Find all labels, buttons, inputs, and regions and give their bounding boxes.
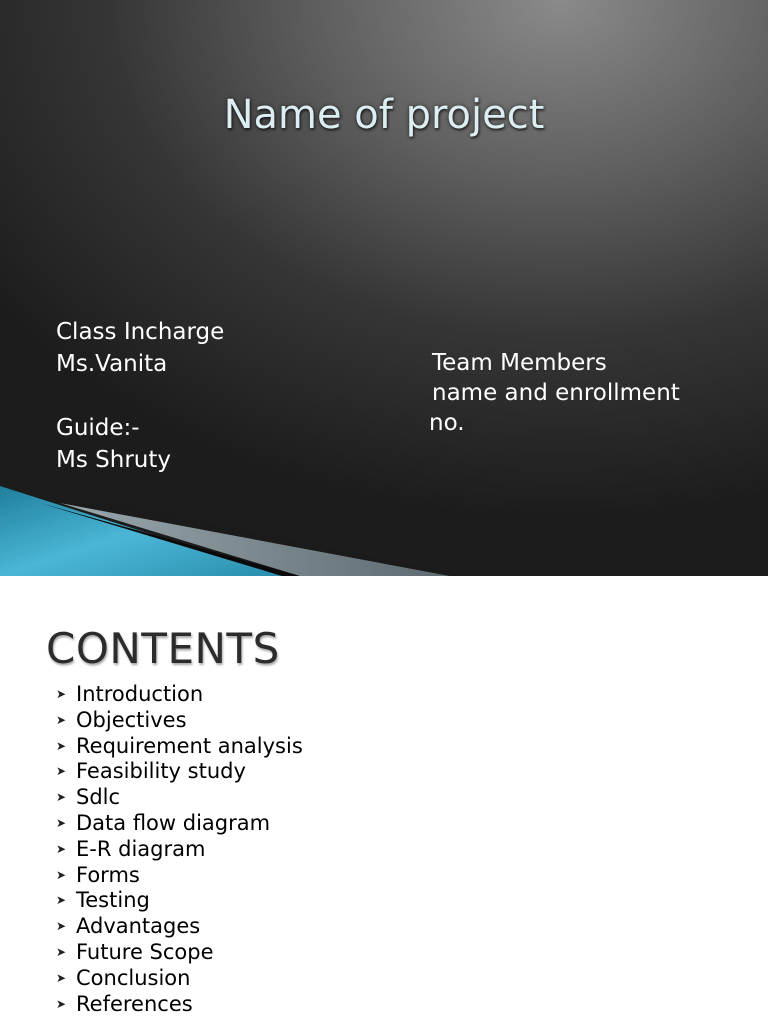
list-item <box>56 914 303 940</box>
list-item <box>56 811 303 837</box>
arrow-bullet-icon: ➤ <box>56 687 67 701</box>
list-item-label: Future Scope <box>76 939 214 964</box>
contents-list <box>56 682 303 1017</box>
contents-slide <box>0 576 768 1024</box>
arrow-bullet-icon: ➤ <box>56 841 67 856</box>
list-item-label: Feasibility study <box>76 759 246 784</box>
list-item-label: E-R diagram <box>76 836 206 861</box>
list-item-label: Testing <box>76 888 150 913</box>
arrow-bullet-icon: ➤ <box>56 712 67 727</box>
project-title: Name of project <box>223 92 545 138</box>
list-item <box>56 682 303 708</box>
arrow-bullet-icon: ➤ <box>56 944 67 959</box>
class-incharge-name: Ms.Vanita <box>56 351 168 377</box>
list-item <box>56 863 303 889</box>
list-item <box>56 759 303 785</box>
list-item <box>56 992 303 1018</box>
arrow-bullet-icon: ➤ <box>56 893 67 908</box>
arrow-bullet-icon: ➤ <box>56 867 67 882</box>
list-item <box>56 785 303 811</box>
list-item <box>56 940 303 966</box>
contents-heading: CONTENTS <box>46 624 280 673</box>
list-item <box>56 888 303 914</box>
class-incharge-label: Class Incharge <box>56 319 225 345</box>
arrow-bullet-icon: ➤ <box>56 996 67 1011</box>
list-item-label: Advantages <box>76 914 201 939</box>
arrow-bullet-icon: ➤ <box>56 790 67 805</box>
list-item-label: Sdlc <box>76 785 121 810</box>
list-item-label: Requirement analysis <box>76 733 303 758</box>
guide-label: Guide:- <box>56 415 140 441</box>
list-item-label: Data flow diagram <box>76 810 271 835</box>
guides-block <box>56 316 224 476</box>
arrow-bullet-icon: ➤ <box>56 738 67 753</box>
list-item <box>56 708 303 734</box>
list-item <box>56 837 303 863</box>
list-item-label: Objectives <box>76 707 187 732</box>
team-members-line-1: Team Members <box>432 350 607 376</box>
team-members-block <box>429 348 680 438</box>
list-item-label: Forms <box>76 862 140 887</box>
spacer-line <box>56 380 224 412</box>
arrow-bullet-icon: ➤ <box>56 970 67 985</box>
list-item-label: References <box>76 991 193 1016</box>
team-members-line-2: name and enrollment <box>432 380 680 406</box>
arrow-bullet-icon: ➤ <box>56 919 67 934</box>
arrow-bullet-icon: ➤ <box>56 764 67 779</box>
team-members-line-3: no. <box>429 410 465 436</box>
list-item <box>56 966 303 992</box>
guide-name: Ms Shruty <box>56 447 171 473</box>
list-item-label: Conclusion <box>76 965 191 990</box>
arrow-bullet-icon: ➤ <box>56 815 67 830</box>
list-item <box>56 734 303 760</box>
list-item-label: Introduction <box>76 682 204 706</box>
